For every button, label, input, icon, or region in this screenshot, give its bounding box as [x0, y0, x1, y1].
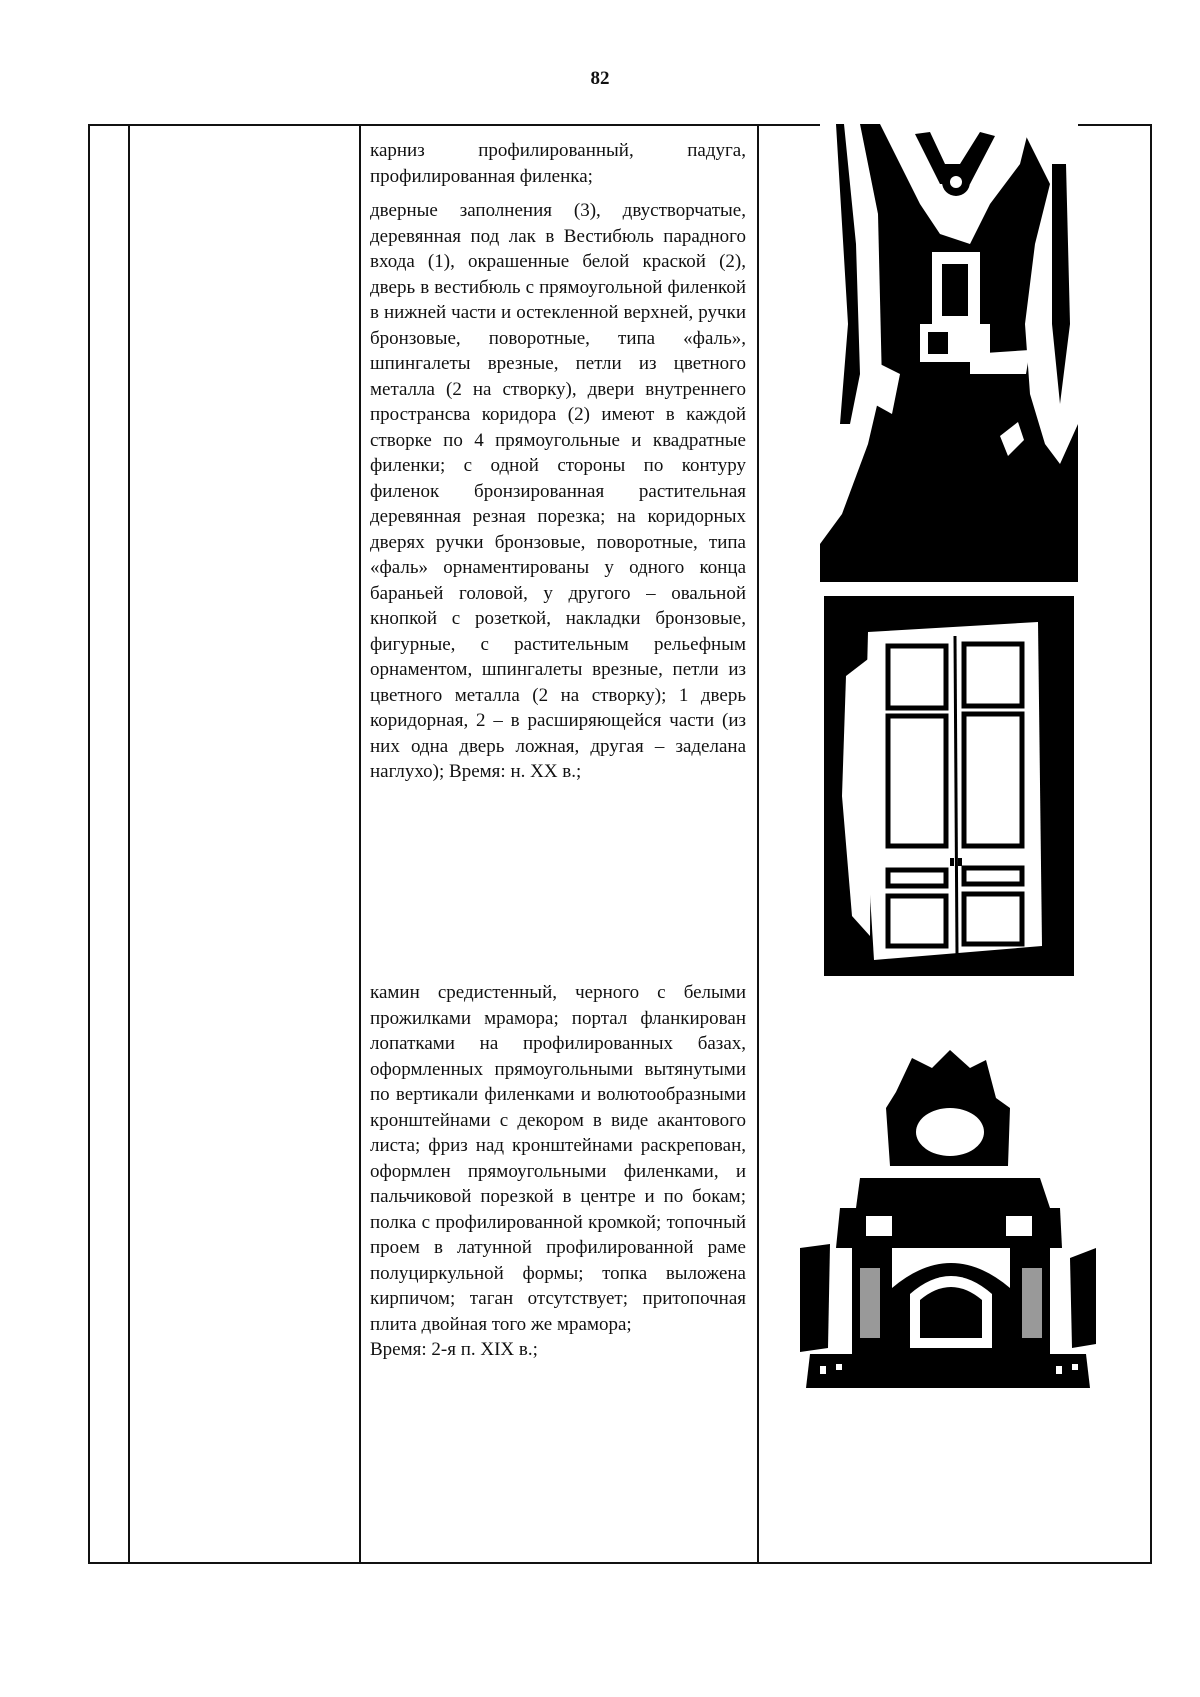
- double-door-photo: [824, 596, 1074, 976]
- fireplace-photo: [800, 1048, 1096, 1393]
- table-column-divider: [757, 124, 759, 1564]
- table-column-divider: [359, 124, 361, 1564]
- fireplace-date: Время: 2-я п. XIX в.;: [370, 1339, 538, 1360]
- page-number: 82: [590, 68, 610, 89]
- door-description-cell: [370, 138, 746, 794]
- vestibule-interior-photo: [820, 124, 1078, 582]
- cornice-paragraph: карниз профилированный, падуга, профилированная филенка;: [370, 140, 746, 187]
- fireplace-paragraph: камин средистенный, черного с белыми прожилками мрамора; портал фланкирован лопатками на профилированных базах, оформленных прямоугольными вытянутыми по вертикали филенками и волютообразными кронштейнами с декором в виде акантового листа; фриз над кронштейнами раскрепован, оформлен прямоугольными филенками, и пальчиковой порезкой в центре и по бокам; полка с профилированной кромкой; топочный проем в латунной профилированной раме полуциркульной формы; топка выложена кирпичом; таган отсутствует; притопочная плита двойная того же мрамора;: [370, 982, 746, 1335]
- fireplace-description-cell: [370, 980, 746, 1372]
- table-column-divider: [128, 124, 130, 1564]
- doors-paragraph: дверные заполнения (3), двустворчатые, деревянная под лак в Вестибюль парадного входа (1), окрашенные белой краской (2), дверь в вестибюль с прямоугольной филенкой в нижней части и остекленной верхней, ручки бронзовые, поворотные, типа «фаль», шпингалеты врезные, петли из цветного металла (2 на створку), двери внутреннего пространсва коридора (2) имеют в каждой створке по 4 прямоугольные и квадратные филенки; с одной стороны по контуру филенок бронзированная растительная деревянная резная порезка; на коридорных дверях ручки бронзовые, поворотные, типа «фаль» орнаментированы у одного конца бараньей головой, у другого – овальной кнопкой с розеткой, накладки бронзовые, фигурные, с растительным рельефным орнаментом, шпингалеты врезные, петли из цветного металла (2 на створку); 1 дверь коридорная, 2 – в расширяющейся части (из них одна дверь ложная, другая – заделана наглухо); Время: н. XX в.;: [370, 200, 746, 782]
